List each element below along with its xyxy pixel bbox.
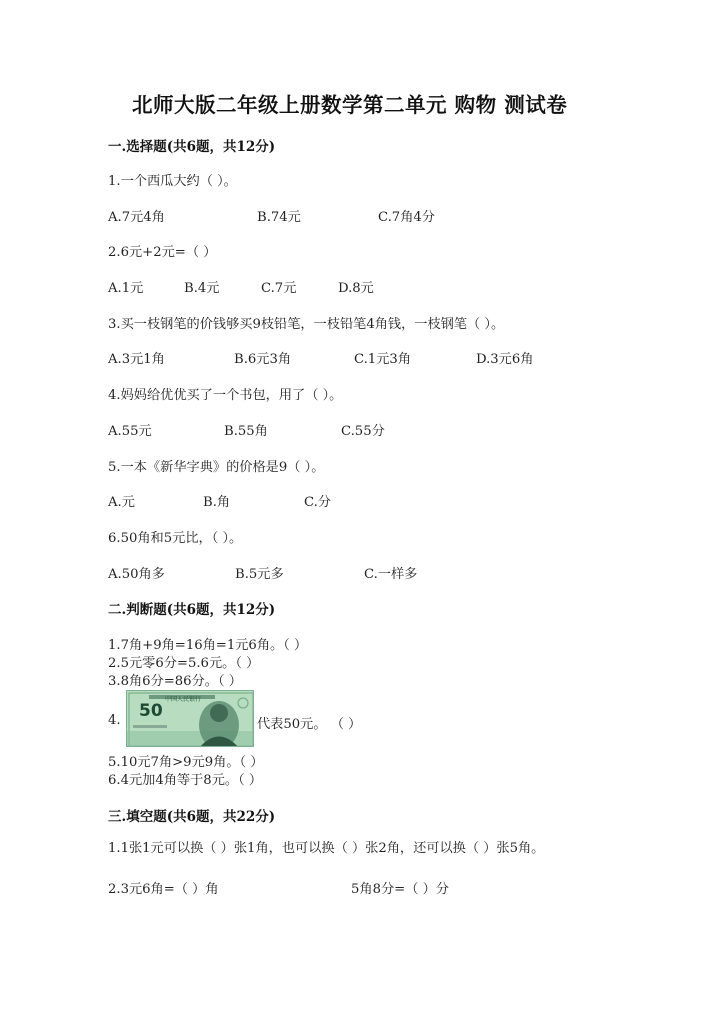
judge-item-text: 代表50元。 （ ）: [257, 717, 362, 732]
option: A.元: [108, 495, 135, 510]
judge-item: 3.8角6分=86分。（ ）: [108, 674, 242, 689]
judge-item: 6.4元加4角等于8元。（ ）: [108, 773, 263, 788]
question-text: 1.一个西瓜大约（ ）。: [108, 174, 237, 189]
question-text: 2.6元+2元=（ ）: [108, 245, 217, 260]
option: B.6元3角: [234, 352, 292, 367]
option: B.4元: [184, 281, 220, 296]
option: B.角: [203, 495, 231, 510]
option: C.分: [304, 495, 331, 510]
option: B.55角: [224, 424, 268, 439]
judge-item: 1.7角+9角=16角=1元6角。（ ）: [108, 638, 308, 653]
judge-item: 2.5元零6分=5.6元。（ ）: [108, 656, 260, 671]
judge-item: 5.10元7角>9元9角。（ ）: [108, 755, 264, 770]
option: A.55元: [108, 424, 152, 439]
banknote-header: 中国人民银行: [165, 696, 202, 703]
fill-question-2: 2.3元6角=（ ）角: [108, 882, 219, 897]
judge-item-number: 4.: [108, 713, 121, 728]
question-text: 4.妈妈给优优买了一个书包，用了（ ）。: [108, 388, 343, 403]
option: C.7元: [261, 281, 297, 296]
fill-question-2b: 5角8分=（ ）分: [351, 882, 449, 897]
option: A.50角多: [108, 567, 165, 582]
option: C.一样多: [364, 567, 418, 582]
option: D.3元6角: [476, 352, 534, 367]
option: C.55分: [341, 424, 385, 439]
question-text: 3.买一枝钢笔的价钱够买9枝铅笔，一枝铅笔4角钱，一枝钢笔（ ）。: [108, 317, 505, 332]
fill-question-1: 1.1张1元可以换（ ）张1角，也可以换（ ）张2角，还可以换（ ）张5角。: [108, 841, 545, 856]
option: A.7元4角: [108, 210, 165, 225]
section-heading-fill: 三.填空题(共6题，共22分): [108, 809, 276, 825]
question-text: 6.50角和5元比，（ ）。: [108, 531, 243, 546]
option: B.5元多: [235, 567, 284, 582]
page-title: 北师大版二年级上册数学第二单元 购物 测试卷: [132, 93, 568, 117]
option: A.3元1角: [108, 352, 165, 367]
option: B.74元: [257, 210, 301, 225]
option: C.7角4分: [378, 210, 435, 225]
question-text: 5.一本《新华字典》的价格是9（ ）。: [108, 460, 325, 475]
option: A.1元: [108, 281, 144, 296]
section-heading-choice: 一.选择题(共6题，共12分): [108, 139, 276, 155]
option: C.1元3角: [354, 352, 411, 367]
option: D.8元: [338, 281, 374, 296]
fifty-yuan-banknote-image: [126, 690, 254, 747]
banknote-value: 50: [139, 701, 163, 721]
section-heading-judge: 二.判断题(共6题，共12分): [108, 602, 276, 618]
